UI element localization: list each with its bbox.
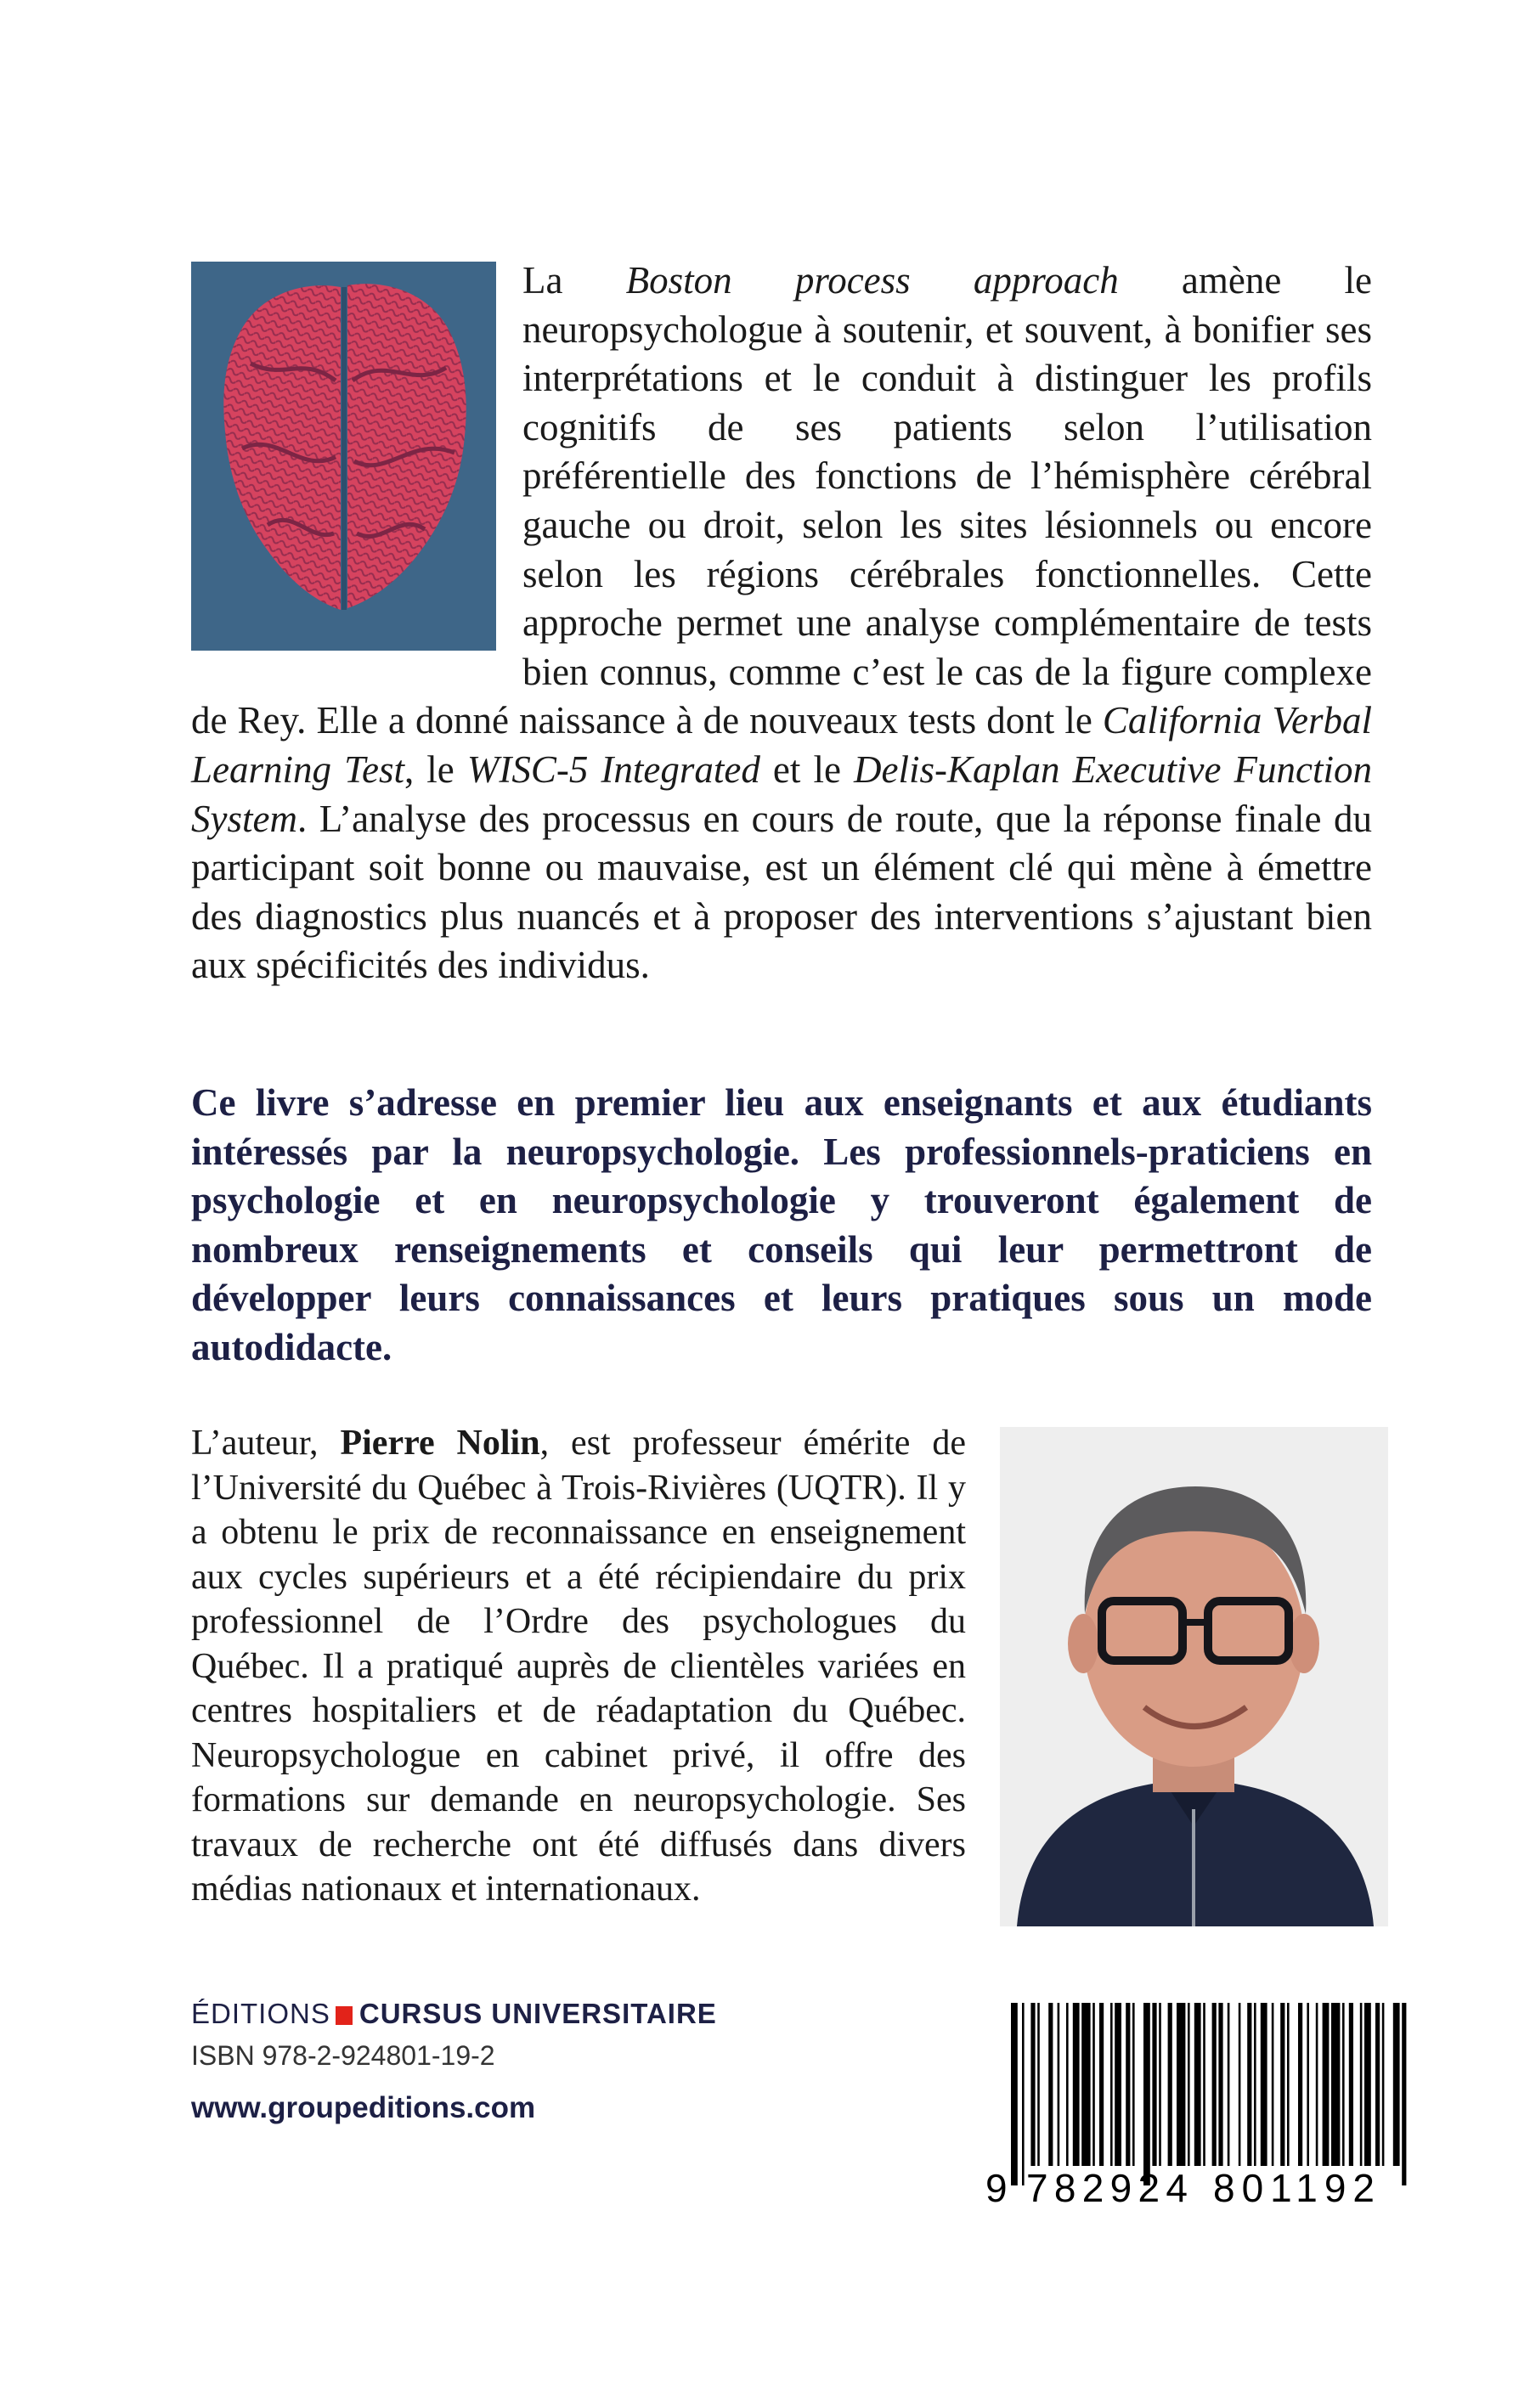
barcode-bar <box>1048 2003 1053 2166</box>
barcode-bar <box>1081 2003 1090 2166</box>
barcode-bar <box>1194 2003 1201 2166</box>
portrait-icon <box>1000 1427 1388 1926</box>
barcode-bar <box>1218 2003 1222 2166</box>
barcode-bar <box>1382 2003 1385 2166</box>
barcode-bar <box>1307 2003 1309 2166</box>
barcode-bar <box>1188 2003 1190 2166</box>
barcode-bar <box>1364 2003 1371 2166</box>
red-square-icon <box>336 2006 353 2025</box>
barcode-bar <box>1254 2003 1256 2166</box>
isbn-text: ISBN 978-2-924801-19-2 <box>191 2040 495 2071</box>
author-photo <box>1000 1427 1388 1926</box>
intro-italic-cvlt: California Verbal Learning Test <box>191 699 1372 791</box>
intro-italic-boston: Boston process approach <box>625 259 1119 302</box>
intro-text-4: et le <box>759 747 855 791</box>
intro-text-5: . L’analyse des processus en cours de route, que la réponse finale du participant soit bonne ou mauvaise, est un élément clé qui mène à émettre des diagnostics plus nuancés et à proposer des interventions s’ajustant bien aux spécificités des individus. <box>191 797 1372 987</box>
barcode-bar <box>1115 2003 1121 2166</box>
barcode-bar <box>1323 2003 1330 2166</box>
barcode-bar <box>1402 2003 1406 2185</box>
publisher-name: CURSUS UNIVERSITAIRE <box>359 1998 717 2029</box>
barcode-bar <box>1099 2003 1104 2166</box>
barcode-bar <box>1360 2003 1363 2166</box>
author-text-2: , est professeur émérite de l’Université du Québec à Trois-Rivières (UQTR). Il y a obtenu le prix de reconnaissance en enseignement aux cycles supérieurs et a été récipiendaire du prix professionnel de l’Ordre des psychologues du Québec. Il a pratiqué auprès de clientèles variées en centres hospitaliers et de réadaptation du Québec. Neuropsychologue en cabinet privé, il offre des formations sur demande en neuropsychologie. Ses travaux de recherche ont été diffusés dans divers médias nationaux et internationaux. <box>191 1424 966 1909</box>
publisher-editions: ÉDITIONS <box>191 1998 330 2029</box>
barcode-bar <box>1073 2003 1080 2166</box>
barcode-bar <box>1177 2003 1185 2166</box>
intro-text-3: , le <box>404 747 467 791</box>
barcode-bar <box>1239 2003 1241 2166</box>
author-text-1: L’auteur, <box>191 1424 341 1463</box>
author-bio <box>191 1421 966 1912</box>
barcode-bar <box>1261 2003 1267 2166</box>
barcode-bar <box>1349 2003 1353 2166</box>
barcode-bar <box>1037 2003 1040 2166</box>
intro-text-2: amène le neuropsychologue à soutenir, et souvent, à bonifier ses interprétations et le conduit à distinguer les profils cognitifs de ses patients selon l’utilisation préférentielle des fonctions de l’hémisphère cérébral gauche ou droit, selon les sites lésionnels ou encore selon les régions cérébrales fonctionnelles. Cette approche permet une analyse complémentaire de tests bien connus, comme c’est le cas de la figure complexe de Rey. Elle a donné naissance à de nouveaux tests dont le <box>191 259 1372 742</box>
barcode-bar <box>1228 2003 1230 2166</box>
barcode-bar <box>1030 2003 1035 2166</box>
audience-paragraph: Ce livre s’adresse en premier lieu aux enseignants et aux étudiants intéressés par la neuropsychologie. Les professionnels-praticiens en psychologie et en neuropsychologie y trouveront également de nombreux renseignements et conseils qui leur permettront de développer leurs connaissances et leurs pratiques sous un mode autodidacte. <box>191 1081 1372 1368</box>
barcode-digit-1: 9 <box>985 2166 1008 2208</box>
barcode-bar <box>1159 2003 1161 2166</box>
intro-italic-wisc: WISC-5 Integrated <box>466 747 760 791</box>
barcode-bar <box>1342 2003 1345 2166</box>
barcode-bar <box>1066 2003 1069 2166</box>
barcode-digits-2: 782924 <box>1026 2166 1188 2208</box>
barcode-icon <box>977 1996 1427 2208</box>
barcode-bar <box>1092 2003 1095 2166</box>
barcode-bar <box>1212 2003 1217 2166</box>
barcode-bar <box>1022 2003 1025 2185</box>
intro-paragraph <box>191 257 1372 990</box>
intro-italic-dkefs: Delis-Kaplan Executive Function System <box>191 747 1372 840</box>
barcode-bar <box>1298 2003 1302 2166</box>
isbn-barcode <box>977 1996 1427 2208</box>
barcode-bar <box>1331 2003 1340 2166</box>
publisher-logo <box>191 1998 717 2030</box>
barcode-bar <box>1247 2003 1251 2166</box>
barcode-bar <box>1152 2003 1156 2166</box>
website-link[interactable]: www.groupeditions.com <box>191 2091 536 2124</box>
barcode-bar <box>1375 2003 1380 2166</box>
barcode-bar <box>1203 2003 1205 2166</box>
barcode-bar <box>1272 2003 1274 2166</box>
author-name: Pierre Nolin <box>340 1424 540 1463</box>
barcode-bar <box>1058 2003 1060 2166</box>
barcode-bar <box>1287 2003 1290 2166</box>
barcode-bar <box>1168 2003 1172 2166</box>
barcode-bar <box>1393 2003 1400 2166</box>
barcode-bar <box>1011 2003 1018 2185</box>
barcode-bar <box>1126 2003 1130 2166</box>
barcode-bar <box>1143 2003 1150 2185</box>
intro-text-1: La <box>522 259 626 302</box>
barcode-bar <box>1280 2003 1284 2166</box>
barcode-bar <box>1316 2003 1318 2166</box>
barcode-bar <box>1132 2003 1135 2166</box>
barcode-bar <box>1110 2003 1113 2166</box>
barcode-digits-3: 801192 <box>1213 2166 1375 2208</box>
